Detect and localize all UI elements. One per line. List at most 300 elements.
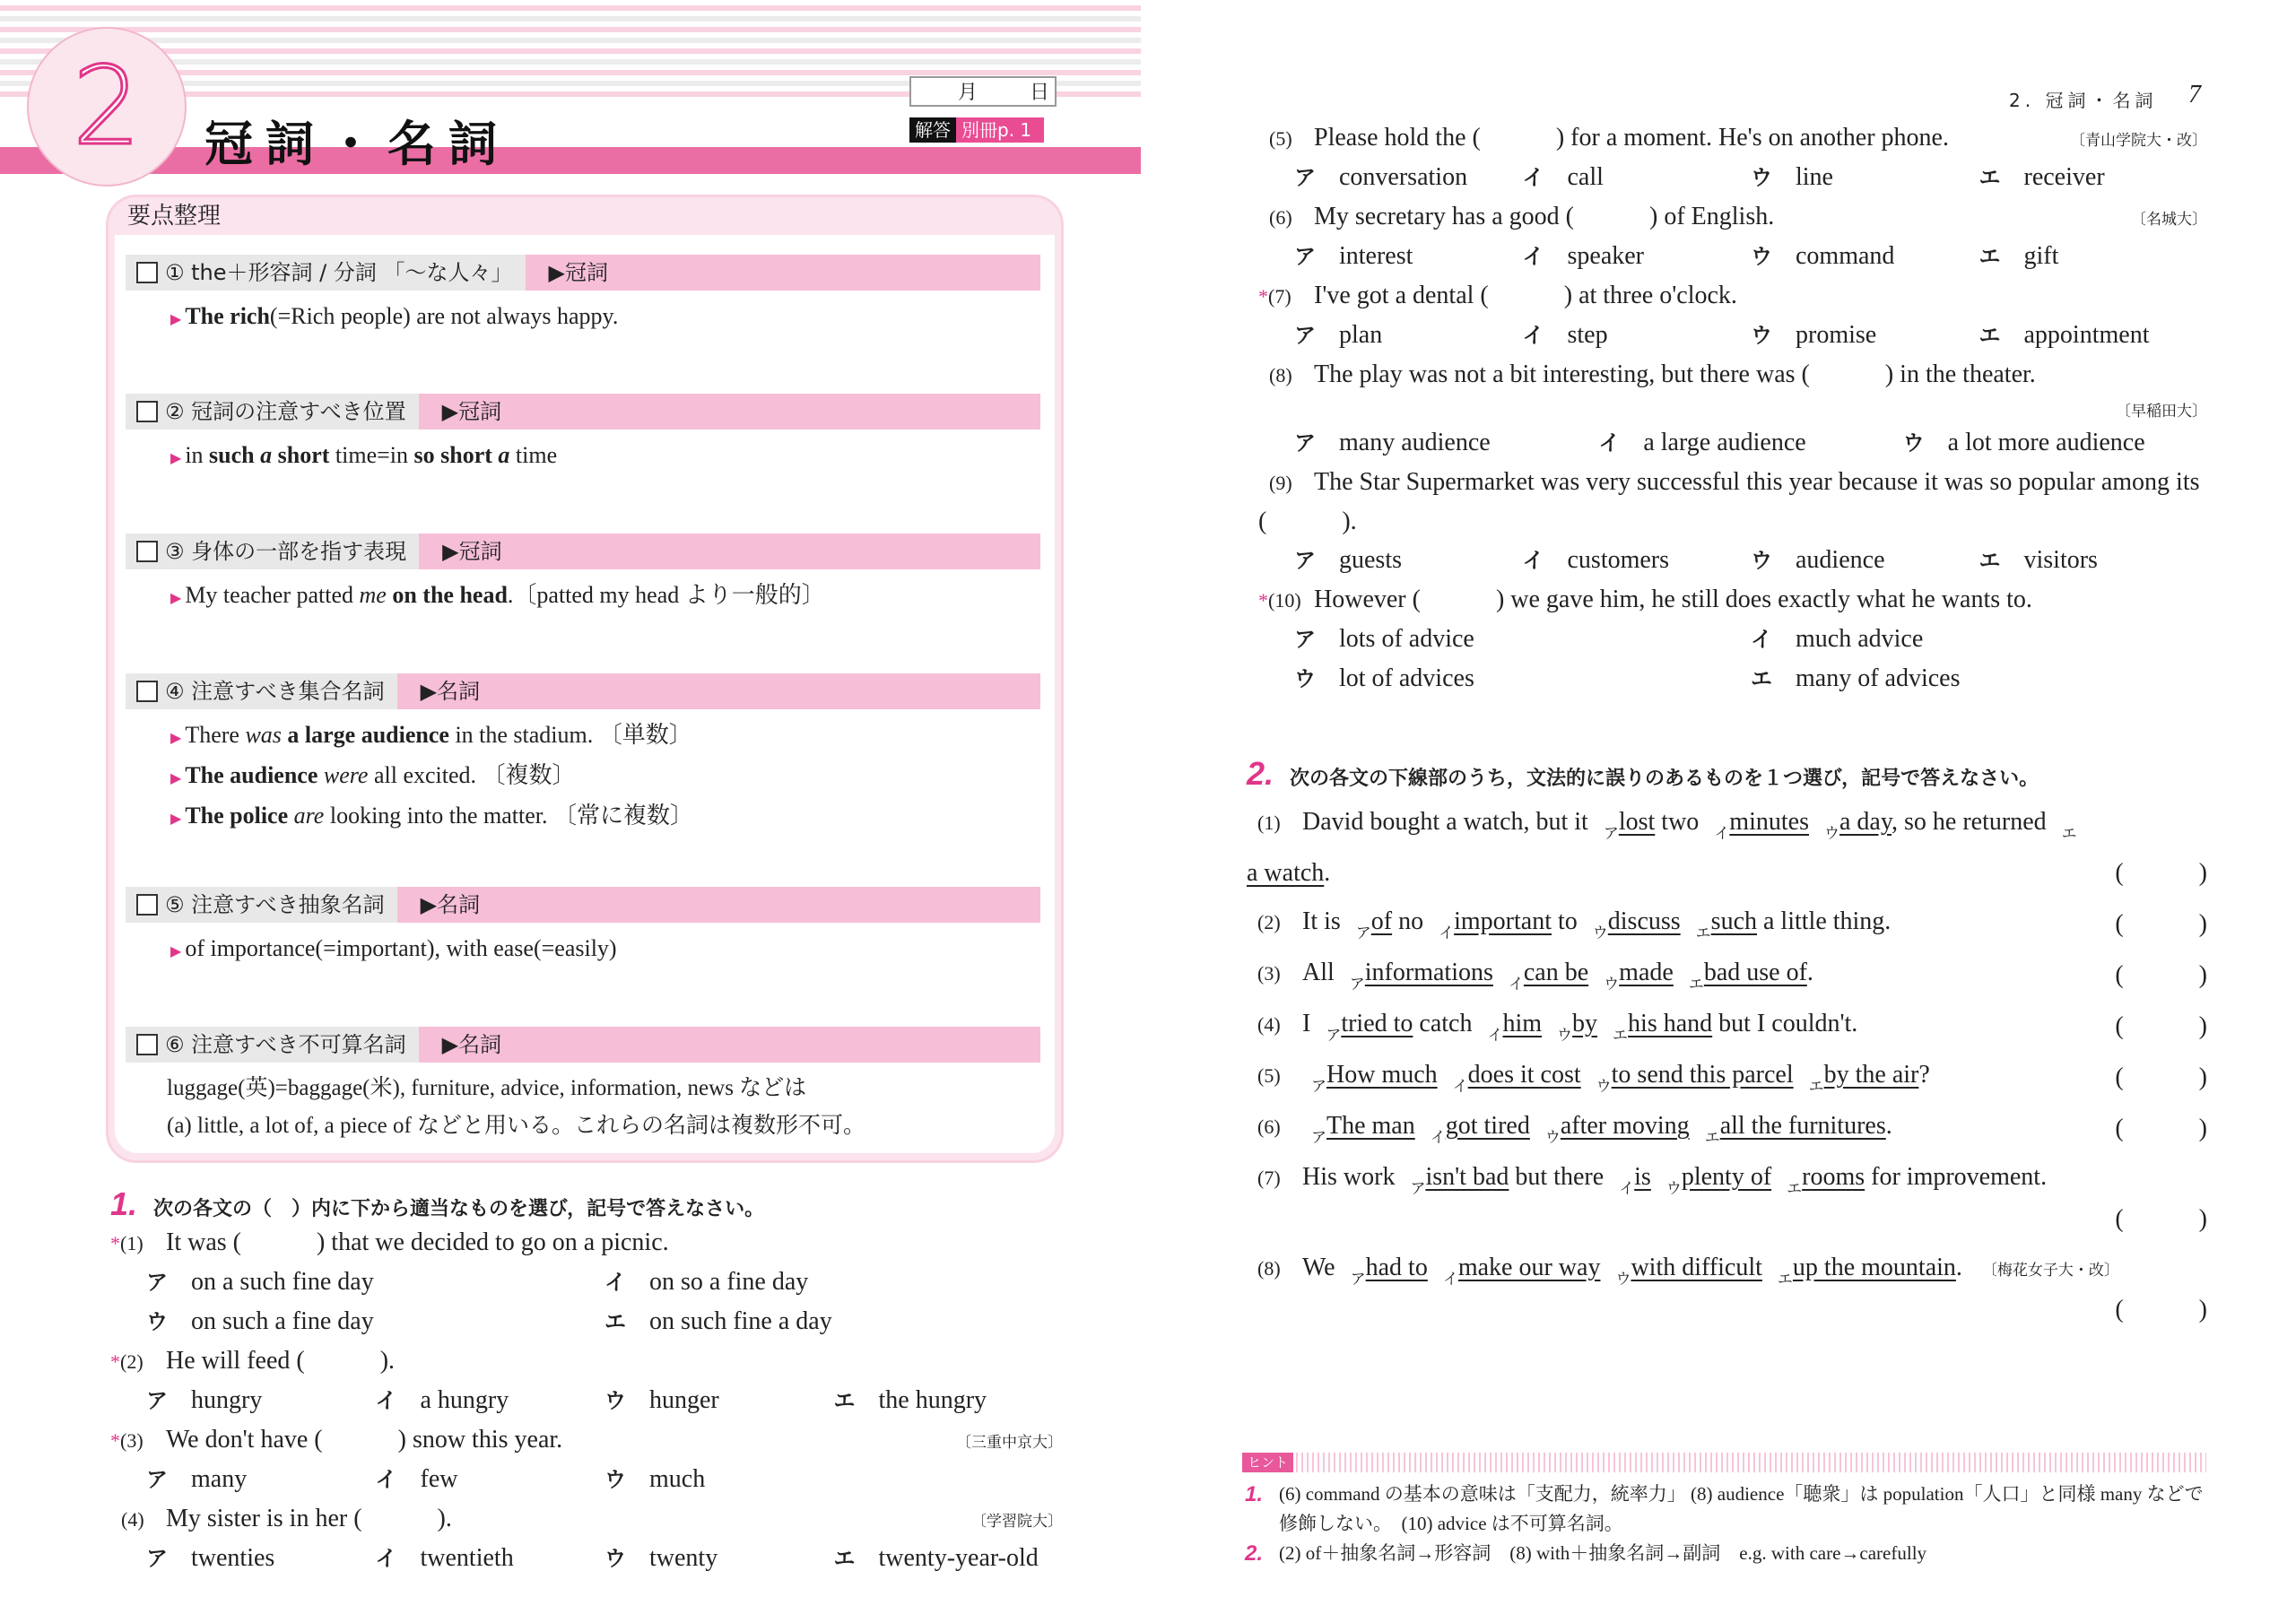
question-number-text: (9) — [1269, 472, 1292, 494]
options-row — [1294, 620, 2207, 659]
option[interactable] — [1751, 620, 2207, 659]
question-source: 〔青山学院大・改〕 — [2070, 132, 2207, 150]
option[interactable] — [1903, 423, 2207, 463]
example-segment: were — [323, 762, 374, 788]
text-segment — [1690, 1112, 1696, 1140]
question-number-text: (5) — [1269, 127, 1292, 150]
checkbox[interactable] — [136, 681, 158, 702]
summary-section — [126, 255, 1040, 338]
options-row — [146, 1381, 1063, 1420]
underlined-segment: The man — [1326, 1112, 1415, 1140]
option-text: line — [1796, 163, 1833, 191]
option[interactable] — [1523, 237, 1752, 276]
option[interactable] — [376, 1460, 605, 1499]
star-mark: * — [110, 1232, 120, 1254]
underlined-segment: minutes — [1729, 808, 1809, 836]
text-segment: I — [1302, 1010, 1318, 1037]
text-segment: ? — [1918, 1061, 1930, 1089]
option-label: ア — [1294, 323, 1316, 348]
section-heading-text: ④ 注意すべき集合名詞 — [165, 679, 385, 704]
option-text: call — [1567, 163, 1604, 191]
question-source: 〔名城大〕 — [2131, 211, 2207, 229]
underlined-segment: can be — [1523, 959, 1589, 986]
option[interactable] — [1751, 316, 1979, 355]
option[interactable] — [834, 1381, 1064, 1420]
option[interactable] — [1598, 423, 1902, 463]
example-segment: The rich — [185, 303, 270, 329]
star-mark: * — [110, 1350, 120, 1373]
section-heading — [126, 1027, 1040, 1063]
option-label: ア — [1294, 627, 1316, 652]
example-segment: all excited. 〔複数〕 — [373, 762, 576, 788]
option[interactable] — [1523, 158, 1752, 197]
option[interactable] — [604, 1263, 1063, 1302]
example-segment: There — [185, 722, 246, 748]
option-text: on a such fine day — [191, 1268, 374, 1296]
arrow-icon: ▶ — [170, 731, 182, 746]
example-sentence — [170, 930, 1040, 970]
answer-blank[interactable]: ( ) — [2115, 1115, 2207, 1142]
section-spacer — [126, 291, 1040, 298]
option-label: エ — [1979, 548, 2001, 573]
option-text: twentieth — [420, 1544, 514, 1572]
question-text: He will feed ( ). — [166, 1347, 396, 1375]
question-text: Please hold the ( ) for a moment. He's on another phone. — [1314, 124, 1949, 152]
example-sentence — [170, 757, 1040, 797]
underline-label: ア — [1311, 1078, 1326, 1096]
question-text: I've got a dental ( ) at three o'clock. — [1314, 282, 1737, 309]
options-row — [146, 1460, 1063, 1499]
question — [1247, 1000, 2207, 1051]
question — [1258, 463, 2207, 541]
option[interactable] — [604, 1302, 1063, 1341]
option[interactable] — [834, 1539, 1064, 1578]
section-heading — [126, 394, 1040, 430]
option-label: エ — [1979, 323, 2001, 348]
underlined-segment: make our way — [1457, 1254, 1601, 1281]
option[interactable] — [1751, 158, 1979, 197]
section-heading-text: ⑥ 注意すべき不可算名詞 — [165, 1032, 406, 1057]
section-tag: ▶名詞 — [419, 1027, 1040, 1063]
question — [1247, 798, 2207, 898]
underline-label: ウ — [1544, 1129, 1561, 1147]
star-mark: * — [110, 1429, 120, 1452]
option-text: lot of advices — [1339, 664, 1474, 692]
option[interactable] — [146, 1302, 604, 1341]
option-text: speaker — [1567, 242, 1645, 270]
option-label: イ — [1522, 165, 1544, 190]
text-segment — [1428, 1254, 1434, 1281]
question-number: (4) — [1257, 1013, 1281, 1036]
text-segment: , so he returned — [1892, 808, 2053, 836]
underline-label: エ — [2061, 825, 2077, 843]
option[interactable] — [1751, 541, 1979, 580]
option[interactable] — [1979, 237, 2208, 276]
underlined-segment: informations — [1364, 959, 1493, 986]
question-number-text: (4) — [121, 1508, 144, 1531]
question — [1247, 1153, 2207, 1244]
underline-label: ウ — [1596, 1078, 1612, 1096]
question-number — [1258, 277, 1314, 316]
option-label: ア — [1294, 430, 1316, 456]
underline-label: ウ — [1615, 1271, 1631, 1289]
option-label: ウ — [1294, 666, 1316, 691]
option-text: promise — [1796, 321, 1877, 349]
star-mark: * — [1258, 285, 1268, 308]
options-row — [1294, 158, 2207, 197]
question-number-text: (6) — [1269, 206, 1292, 229]
underline-label: ア — [1603, 825, 1619, 843]
question-number — [110, 1342, 166, 1381]
underline-label: イ — [1487, 1027, 1503, 1045]
underlined-segment: by the air — [1823, 1061, 1919, 1089]
hint-line — [1245, 1539, 2213, 1568]
option-label: イ — [1751, 627, 1772, 652]
text-segment: David bought a watch, but it — [1302, 808, 1595, 836]
example-segment: short — [277, 442, 335, 468]
section-heading-label — [126, 1027, 419, 1063]
text-segment — [1493, 959, 1500, 986]
option[interactable] — [1294, 659, 1751, 699]
option-label: ア — [1294, 165, 1316, 190]
example-segment: The audience — [185, 762, 324, 788]
source-line — [1258, 395, 2207, 423]
text-segment — [1674, 959, 1680, 986]
example-segment: are — [293, 803, 330, 829]
date-day: 日 — [1029, 82, 1049, 104]
hint-text: (2) of＋抽象名詞→形容詞 (8) with＋抽象名詞→副詞 e.g. with care→carefully — [1279, 1542, 1927, 1564]
option-label: ウ — [1751, 323, 1772, 348]
answer-label: 解答 — [909, 117, 956, 143]
checkbox[interactable] — [136, 1034, 158, 1055]
example-segment: of importance(=important), with ease(=easily) — [185, 935, 617, 961]
checkbox[interactable] — [136, 541, 158, 562]
option[interactable] — [376, 1381, 605, 1420]
example-segment: so short — [413, 442, 499, 468]
text-segment — [1597, 1010, 1604, 1037]
example-segment: me — [359, 582, 393, 608]
question-number: (7) — [1257, 1167, 1281, 1189]
option[interactable] — [1751, 659, 2207, 699]
question-number: (8) — [1257, 1257, 1281, 1280]
option[interactable] — [146, 1539, 376, 1578]
option[interactable] — [1751, 237, 1979, 276]
checkbox[interactable] — [136, 262, 158, 283]
underlined-segment: lost — [1618, 808, 1656, 836]
question-source: 〔三重中京大〕 — [956, 1434, 1063, 1452]
checkbox[interactable] — [136, 401, 158, 422]
option[interactable] — [1979, 158, 2208, 197]
question — [1247, 1102, 2207, 1153]
answer-page-ref: 別冊p. 1 — [956, 117, 1044, 143]
example-sentence — [170, 577, 1040, 617]
underlined-segment: discuss — [1607, 907, 1681, 935]
option-label: イ — [375, 1467, 397, 1492]
option[interactable] — [376, 1539, 605, 1578]
option-text: much advice — [1796, 625, 1924, 653]
option-label: イ — [1598, 430, 1621, 456]
option-label: イ — [375, 1388, 397, 1413]
option-label: ア — [146, 1270, 168, 1295]
underline-label: エ — [1704, 1129, 1720, 1147]
option[interactable] — [146, 1381, 376, 1420]
underlined-segment: rooms — [1802, 1163, 1866, 1191]
date-box[interactable] — [909, 76, 1057, 107]
option[interactable] — [146, 1263, 604, 1302]
underlined-segment: after moving — [1560, 1112, 1690, 1140]
page-number: 7 — [2188, 81, 2201, 108]
underline-label: ウ — [1604, 976, 1620, 994]
answer-blank[interactable]: ( ) — [2115, 859, 2207, 887]
answer-blank[interactable]: ( ) — [2115, 910, 2207, 938]
options-row — [146, 1263, 1063, 1302]
example-segment: a — [498, 442, 516, 468]
option[interactable] — [1294, 423, 1598, 463]
option-text: interest — [1339, 242, 1413, 270]
option-label: ア — [146, 1546, 168, 1571]
exercise-2 — [1247, 755, 2207, 1334]
text-segment: a little thing. — [1757, 907, 1892, 935]
question-number — [1258, 581, 1314, 620]
section-spacer — [126, 569, 1040, 577]
summary-section — [126, 534, 1040, 617]
exercise-number: 2. — [1247, 755, 1274, 792]
text-segment — [1438, 1061, 1444, 1089]
question — [1258, 580, 2207, 620]
question — [1247, 1051, 2207, 1102]
underlined-segment: a watch — [1247, 859, 1325, 887]
example-segment: a large audience — [287, 722, 449, 748]
question — [110, 1341, 1063, 1381]
options-row — [1294, 423, 2207, 463]
text-segment — [1542, 1010, 1548, 1037]
option[interactable] — [1979, 316, 2208, 355]
underline-label: ア — [1410, 1180, 1426, 1198]
option-text: many — [191, 1465, 248, 1493]
underline-label: イ — [1430, 1129, 1446, 1147]
option-label: ウ — [604, 1467, 626, 1492]
option[interactable] — [1523, 541, 1752, 580]
text-segment: . — [1955, 1254, 1962, 1281]
example-segment: time=in — [335, 442, 414, 468]
option-label: ウ — [604, 1546, 626, 1571]
option[interactable] — [1294, 541, 1523, 580]
option-text: a lot more audience — [1947, 429, 2145, 456]
example-segment: such — [209, 442, 261, 468]
option-text: on such a fine day — [191, 1307, 374, 1335]
option-label: ア — [1294, 548, 1316, 573]
underline-label: エ — [1787, 1180, 1803, 1198]
option-label: ウ — [1751, 548, 1772, 573]
underlined-segment: a day — [1839, 808, 1892, 836]
option-text: hungry — [191, 1386, 263, 1414]
section-heading-text: ⑤ 注意すべき抽象名詞 — [165, 892, 385, 917]
text-segment: . — [1806, 959, 1813, 986]
text-segment — [1651, 1163, 1657, 1191]
text-segment — [1530, 1112, 1536, 1140]
section-spacer — [126, 709, 1040, 716]
text-segment — [1809, 808, 1815, 836]
option[interactable] — [1523, 316, 1752, 355]
question-number — [110, 1500, 166, 1539]
hint-number: 1. — [1245, 1482, 1264, 1506]
option-label: ウ — [1902, 430, 1925, 456]
option[interactable] — [1294, 237, 1523, 276]
section-heading-label — [126, 673, 397, 709]
summary-title: 要点整理 — [127, 203, 222, 230]
underline-label: イ — [1619, 1180, 1635, 1198]
option-label: ウ — [604, 1388, 626, 1413]
underlined-segment: such — [1710, 907, 1757, 935]
underline-label: エ — [1808, 1078, 1824, 1096]
option[interactable] — [1979, 541, 2208, 580]
option[interactable] — [1294, 316, 1523, 355]
underlined-segment: him — [1502, 1010, 1543, 1037]
example-sentence — [170, 437, 1040, 477]
arrow-icon: ▶ — [170, 771, 182, 786]
text-segment — [1762, 1254, 1769, 1281]
question-number: (5) — [1257, 1064, 1281, 1087]
question-text: The play was not a bit interesting, but there was ( ) in the theater. — [1314, 360, 2036, 388]
answer-blank[interactable]: ( ) — [2115, 1012, 2207, 1040]
underlined-segment: isn't bad — [1425, 1163, 1509, 1191]
question-number — [110, 1224, 166, 1263]
option-text: twenty-year-old — [878, 1544, 1039, 1572]
underline-label: ア — [1311, 1129, 1326, 1147]
example-sentence — [170, 797, 1040, 838]
text-segment: . — [1324, 859, 1331, 887]
underline-label: ウ — [1592, 924, 1608, 942]
question — [110, 1420, 1063, 1460]
section-heading-text: ② 冠詞の注意すべき位置 — [165, 399, 406, 424]
question — [1258, 355, 2207, 395]
option-text: a hungry — [420, 1386, 509, 1414]
section-tag: ▶冠詞 — [526, 255, 1040, 291]
underline-label: エ — [1695, 924, 1711, 942]
section-heading — [126, 887, 1040, 923]
hint-line — [1245, 1480, 2213, 1539]
underline-label: ウ — [1665, 1180, 1682, 1198]
question-number: (2) — [1257, 911, 1281, 933]
arrow-icon: ▶ — [170, 812, 182, 827]
section-note: (a) little, a lot of, a piece of などと用いる。これらの名詞は複数形不可。 — [167, 1114, 866, 1138]
summary-section — [126, 394, 1040, 477]
question — [1247, 898, 2207, 949]
exercise-instruction: 次の各文の下線部のうち，文法的に誤りのあるものを１つ選び，記号で答えなさい。 — [1290, 768, 2039, 790]
text-segment: for improvement. — [1865, 1163, 2048, 1191]
question-number — [1258, 198, 1314, 237]
underline-label: エ — [1777, 1271, 1793, 1289]
question — [1247, 1244, 2207, 1334]
underlined-segment: tried to — [1341, 1010, 1413, 1037]
underlined-segment: had to — [1365, 1254, 1428, 1281]
option[interactable] — [604, 1381, 834, 1420]
option-label: ウ — [146, 1309, 168, 1334]
option[interactable] — [604, 1539, 834, 1578]
option[interactable] — [1294, 620, 1751, 659]
option-label: イ — [1522, 244, 1544, 269]
answer-blank[interactable]: ( ) — [2115, 1296, 2207, 1324]
summary-section — [126, 673, 1040, 838]
option-label: エ — [833, 1388, 856, 1413]
question-text: My sister is in her ( ). — [166, 1505, 452, 1532]
example-segment: (=Rich people) are not always happy. — [269, 303, 619, 329]
exercise-1-continued — [1258, 118, 2207, 699]
underlined-segment: is — [1634, 1163, 1651, 1191]
question-number-text: (3) — [120, 1429, 144, 1452]
exercise-header — [1247, 755, 2207, 793]
checkbox[interactable] — [136, 894, 158, 916]
section-spacer — [126, 1063, 1040, 1070]
option-label: ア — [1294, 244, 1316, 269]
answer-blank[interactable]: ( ) — [2115, 1063, 2207, 1091]
hint-text: (6) command の基本の意味は「支配力，統率力」 (8) audience「聴衆」は population「人口」と同様 many などで修飾しない。 (10) advice は不可算名詞。 — [1279, 1483, 2204, 1534]
option-text: on so a fine day — [649, 1268, 809, 1296]
option-text: twenties — [191, 1544, 275, 1572]
section-spacer — [126, 923, 1040, 930]
arrow-icon: ▶ — [170, 944, 182, 959]
running-head: 2. 冠詞・名詞 — [2009, 90, 2158, 111]
arrow-icon: ▶ — [170, 312, 182, 327]
underlined-segment: How much — [1326, 1061, 1438, 1089]
question-number — [1258, 464, 1314, 502]
option-text: lots of advice — [1339, 625, 1474, 653]
section-note: luggage(英)=baggage(米), furniture, advice, information, news などは — [167, 1076, 807, 1100]
text-segment — [1588, 959, 1595, 986]
arrow-icon: ▶ — [170, 591, 182, 606]
exercise-instruction: 次の各文の（ ）内に下から適当なものを選び，記号で答えなさい。 — [153, 1198, 765, 1220]
question-text: We don't have ( ) snow this year. — [166, 1426, 563, 1454]
chapter-number-badge — [27, 27, 187, 187]
underline-label: エ — [1688, 976, 1704, 994]
question-number-text: (1) — [120, 1232, 144, 1254]
answer-blank[interactable]: ( ) — [2115, 961, 2207, 989]
option-text: twenty — [649, 1544, 718, 1572]
text-segment: two — [1655, 808, 1706, 836]
underline-label: ウ — [1557, 1027, 1573, 1045]
option[interactable] — [146, 1460, 376, 1499]
text-segment: to — [1551, 907, 1584, 935]
option-text: guests — [1339, 546, 1402, 574]
section-heading-label — [126, 534, 419, 569]
example-segment: in the stadium. 〔単数〕 — [448, 722, 692, 748]
section-heading-label — [126, 255, 526, 291]
text-segment: His work — [1302, 1163, 1402, 1191]
option-text: step — [1567, 321, 1608, 349]
section-heading-text: ① the＋形容詞 / 分詞 「〜な人々」 — [165, 260, 513, 285]
option-label: ア — [146, 1388, 168, 1413]
example-segment: The police — [185, 803, 294, 829]
example-segment: My teacher patted — [185, 582, 360, 608]
option-text: on such fine a day — [649, 1307, 832, 1335]
options-row — [1294, 237, 2207, 276]
options-row — [1294, 541, 2207, 580]
answer-blank[interactable]: ( ) — [2115, 1205, 2207, 1233]
option[interactable] — [604, 1460, 834, 1499]
text-segment — [1415, 1112, 1422, 1140]
text-segment — [1600, 1254, 1606, 1281]
option[interactable] — [1294, 158, 1523, 197]
underline-label: ア — [1350, 1271, 1366, 1289]
section-heading — [126, 673, 1040, 709]
hint-bar — [1242, 1453, 2206, 1472]
question-number — [1258, 356, 1314, 395]
option-label: エ — [833, 1546, 856, 1571]
example-segment: a — [260, 442, 278, 468]
chapter-title: 冠詞・名詞 — [204, 116, 509, 172]
question — [1247, 949, 2207, 1000]
example-sentence — [170, 716, 1040, 757]
